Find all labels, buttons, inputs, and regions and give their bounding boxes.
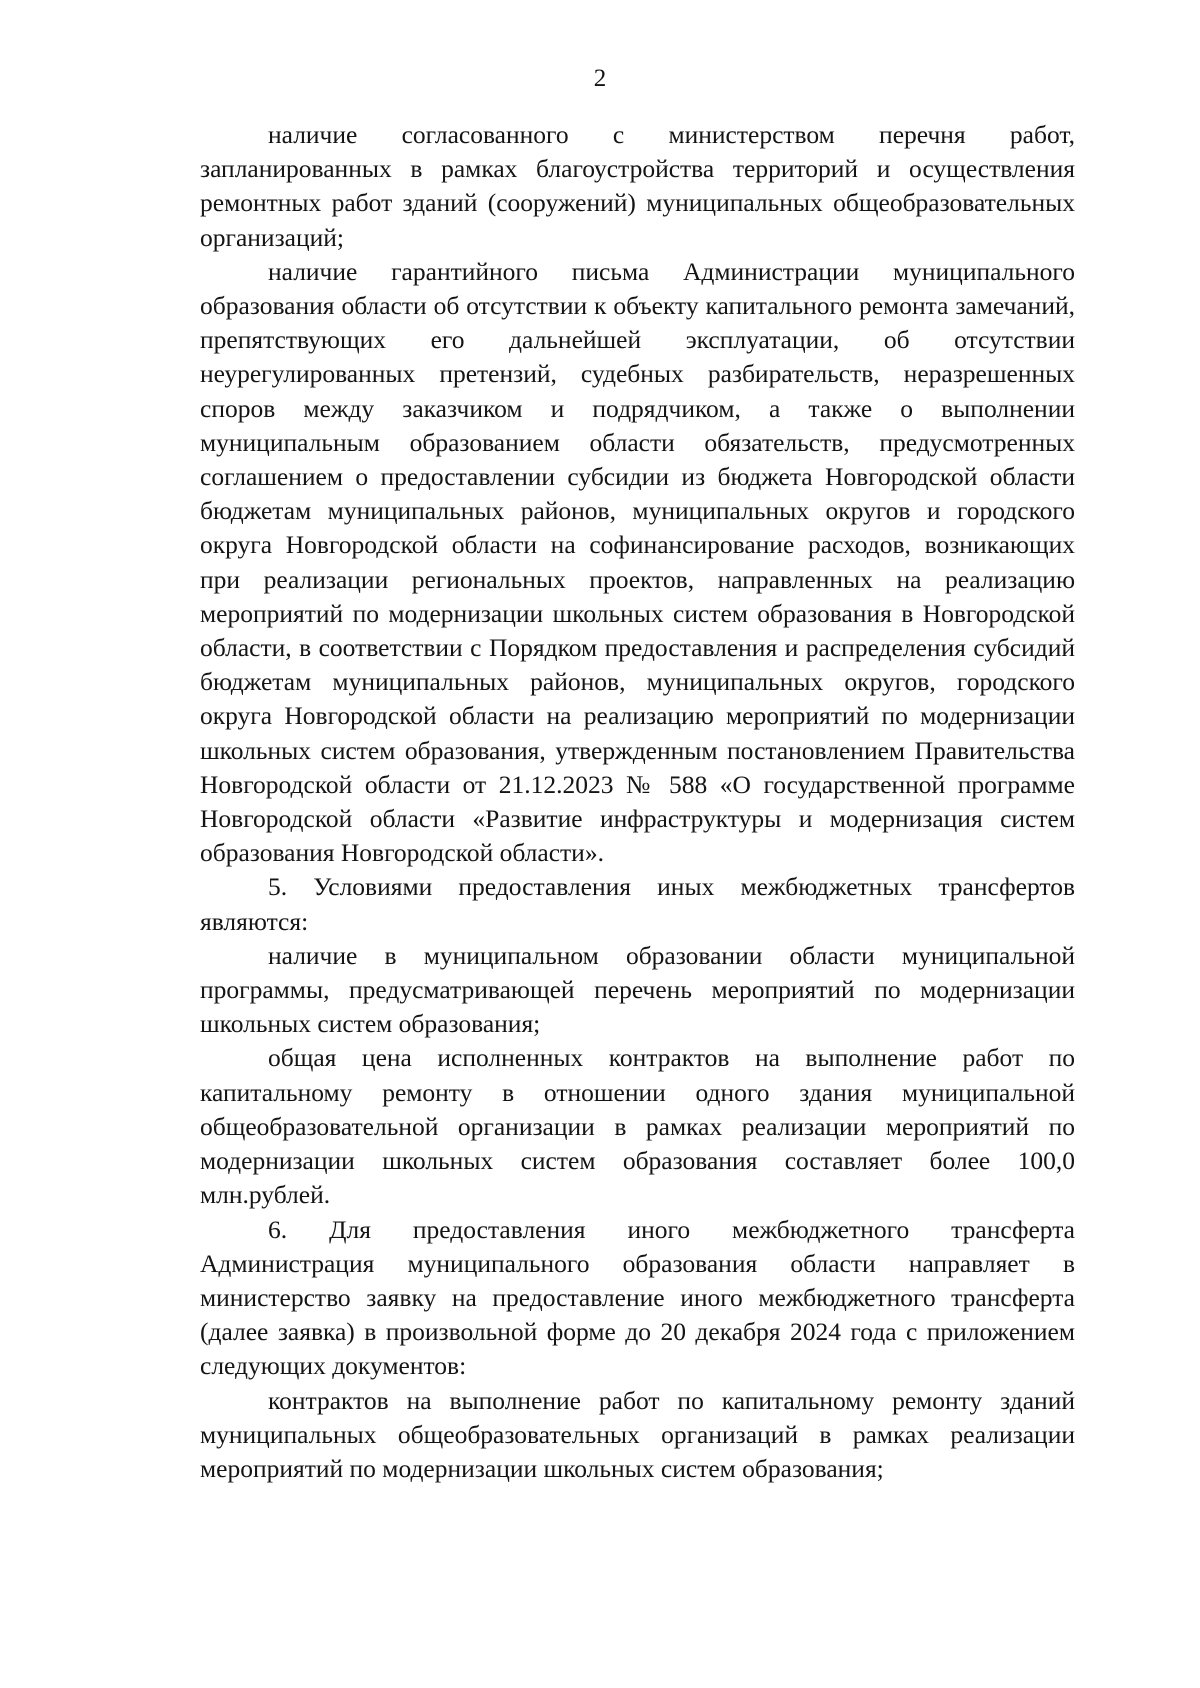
- paragraph-clause-5-conditions: 5. Условиями предоставления иных межбюджетных трансфертов являются:: [200, 872, 1075, 936]
- paragraph-clause-6-application: 6. Для предоставления иного межбюджетного трансферта Администрация муниципального образования области направляет в министерство заявку на предоставление иного межбюджетного трансферта (далее заявка) в произвольной форме до 20 декабря 2024 года с приложением следующих документов:: [200, 1214, 1075, 1381]
- document-body: [200, 118, 1075, 1486]
- paragraph-contracts-attachment: контрактов на выполнение работ по капитальному ремонту зданий муниципальных общеобразовательных организаций в рамках реализации мероприятий по модернизации школьных систем образования;: [200, 1385, 1075, 1483]
- paragraph-coordinated-works-list: наличие согласованного с министерством перечня работ, запланированных в рамках благоустройства территорий и осуществления ремонтных работ зданий (сооружений) муниципальных общеобразовательных организаций;: [200, 120, 1075, 252]
- page-number: 2: [593, 65, 607, 92]
- paragraph-contracts-total-price: общая цена исполненных контрактов на выполнение работ по капитальному ремонту в отношении одного здания муниципальной общеобразовательной организации в рамках реализации мероприятий по модернизации школьных систем образования составляет более 100,0 млн.рублей.: [200, 1043, 1075, 1210]
- paragraph-guarantee-letter: наличие гарантийного письма Администрации муниципального образования области об отсутствии к объекту капитального ремонта замечаний, препятствующих его дальнейшей эксплуатации, об отсутствии неурегулированных претензий, судебных разбирательств, неразрешенных споров между заказчиком и подрядчиком, а также о выполнении муниципальным образованием области обязательств, предусмотренных соглашением о предоставлении субсидии из бюджета Новгородской области бюджетам муниципальных районов, муниципальных округов и городского округа Новгородской области на софинансирование расходов, возникающих при реализации региональных проектов, направленных на реализацию мероприятий по модернизации школьных систем образования в Новгородской области, в соответствии с Порядком предоставления и распределения субсидий бюджетам муниципальных районов, муниципальных округов, городского округа Новгородской области на реализацию мероприятий по модернизации школьных систем образования, утвержденным постановлением Правительства Новгородской области от 21.12.2023 № 588 «О государственной программе Новгородской области «Развитие инфраструктуры и модернизация систем образования Новгородской области».: [200, 256, 1075, 868]
- paragraph-municipal-program: наличие в муниципальном образовании области муниципальной программы, предусматривающей перечень мероприятий по модернизации школьных систем образования;: [200, 940, 1075, 1039]
